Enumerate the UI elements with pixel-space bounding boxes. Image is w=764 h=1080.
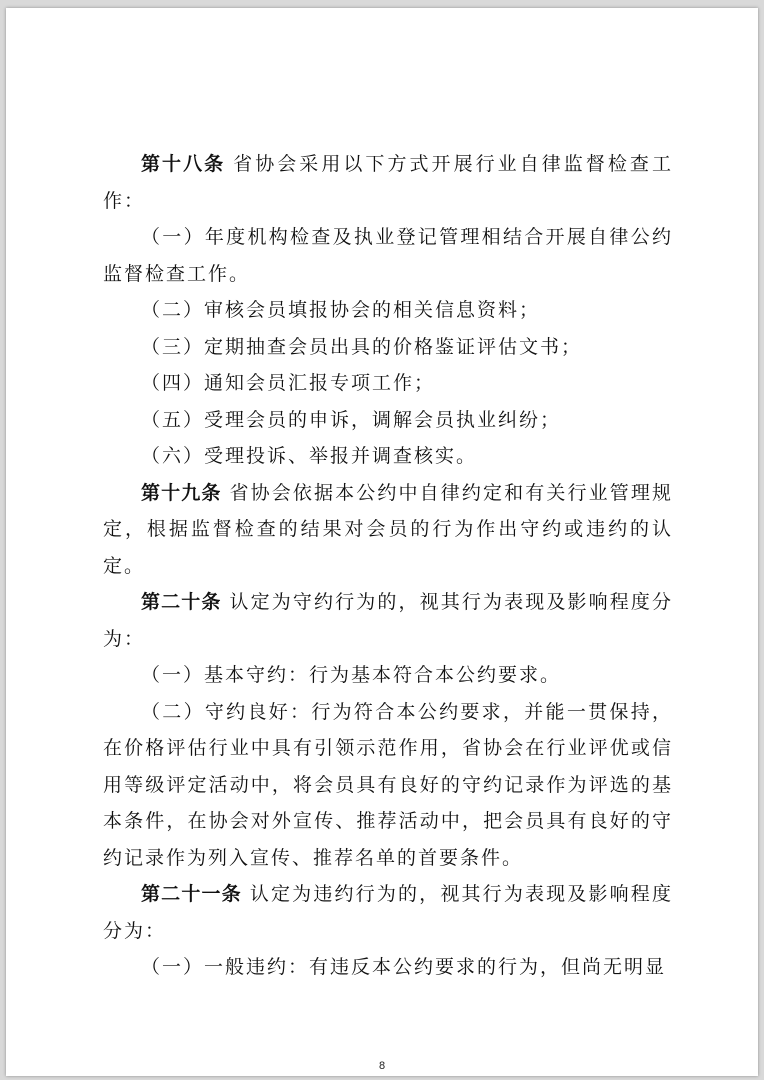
article-21-item-1: （一）一般违约：有违反本公约要求的行为，但尚无明显	[141, 956, 667, 978]
article-20-item-1: （一）基本守约：行为基本符合本公约要求。	[141, 664, 562, 686]
article-18-item-5: （五）受理会员的申诉，调解会员执业纠纷；	[141, 408, 562, 431]
article-18-item-4: （四）通知会员汇报专项工作；	[141, 372, 436, 394]
article-18	[103, 146, 673, 219]
article-18-item-1: （一）年度机构检查及执业登记管理相结合开展自律公约监督检查工作。	[103, 226, 673, 285]
article-21	[103, 876, 673, 949]
article-19-title: 第十九条	[141, 481, 222, 504]
document-page	[6, 8, 758, 1076]
article-18-item-3: （三）定期抽查会员出具的价格鉴证评估文书；	[141, 335, 583, 358]
article-21-text: 认定为违约行为的，视其行为表现及影响程度分为：	[103, 883, 673, 942]
article-18-text: 省协会采用以下方式开展行业自律监督检查工作：	[103, 153, 673, 212]
article-20-title: 第二十条	[141, 591, 222, 613]
article-21-title: 第二十一条	[141, 883, 242, 905]
article-18-title: 第十八条	[141, 153, 226, 175]
document-body	[103, 146, 673, 986]
article-18-item-6: （六）受理投诉、举报并调查核实。	[141, 445, 478, 467]
article-20-item-2: （二）守约良好：行为符合本公约要求，并能一贯保持，在价格评估行业中具有引领示范作用，省协会在行业评优或信用等级评定活动中，将会员具有良好的守约记录作为评选的基本条件，在协会对外宣传、推荐活动中，把会员具有良好的守约记录作为列入宣传、推荐名单的首要条件。	[103, 700, 673, 869]
page-number: 8	[378, 1060, 386, 1072]
article-20	[103, 584, 673, 657]
article-20-text: 认定为守约行为的，视其行为表现及影响程度分为：	[103, 591, 673, 650]
article-18-item-2: （二）审核会员填报协会的相关信息资料；	[141, 299, 541, 321]
article-19-text: 省协会依据本公约中自律约定和有关行业管理规定，根据监督检查的结果对会员的行为作出守约或违约的认定。	[103, 481, 673, 577]
article-19	[103, 475, 673, 585]
